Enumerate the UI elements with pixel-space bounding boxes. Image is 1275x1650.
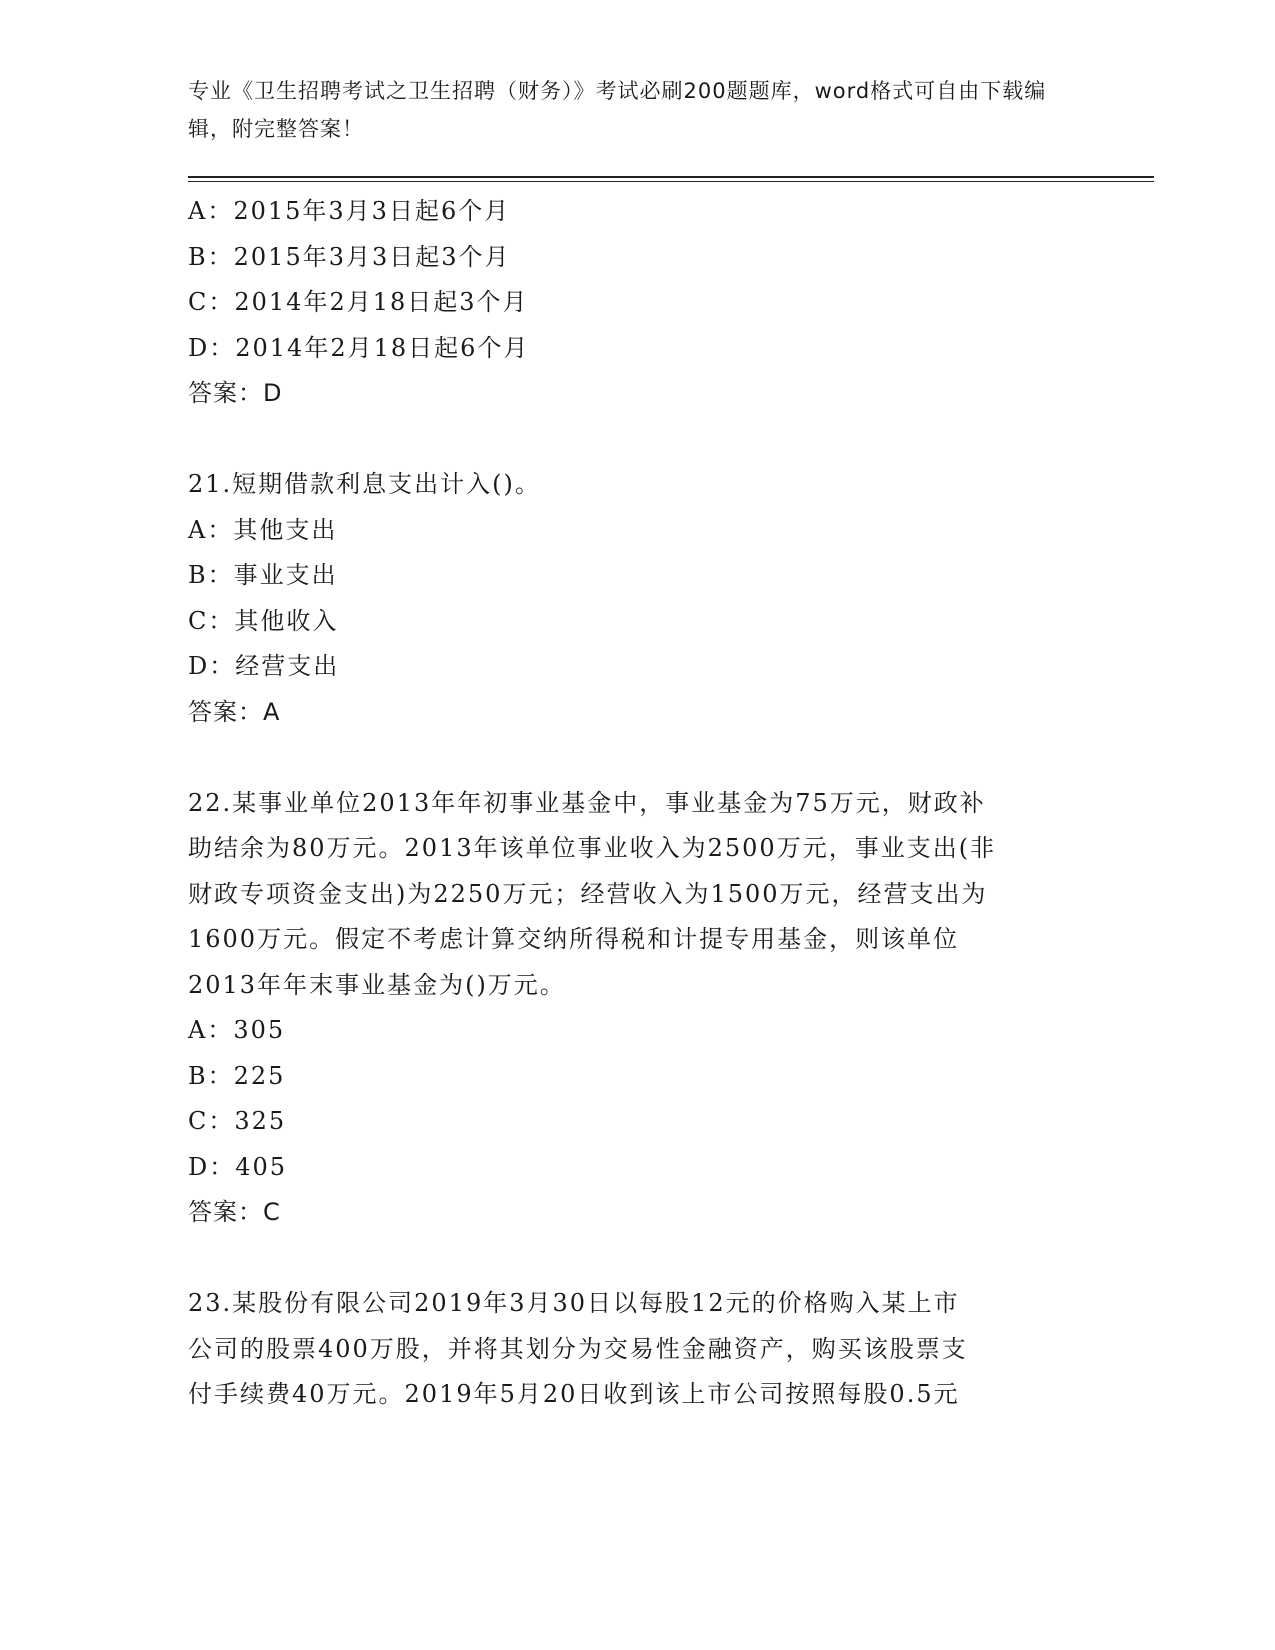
question-stem-line: 付手续费40万元。2019年5月20日收到该上市公司按照每股0.5元 <box>188 1380 960 1408</box>
option-b: B：2015年3月3日起3个月 <box>188 242 511 271</box>
question-20 <box>188 189 1088 417</box>
option-a: A：2015年3月3日起6个月 <box>188 197 511 225</box>
answer: 答案：D <box>188 379 283 407</box>
document-header-title: 专业《卫生招聘考试之卫生招聘（财务）》考试必刷200题题库，word格式可自由下载编辑，附完整答案！ <box>188 79 1047 141</box>
option-d: D：2014年2月18日起6个月 <box>188 333 530 362</box>
answer: 答案：A <box>188 697 281 726</box>
option-a: A：其他支出 <box>188 515 338 544</box>
header-rule-thin <box>188 181 1154 182</box>
question-21 <box>188 462 1088 735</box>
question-23 <box>188 1281 1088 1418</box>
question-stem: 21.短期借款利息支出计入()。 <box>188 470 541 498</box>
option-b: B：事业支出 <box>188 561 338 589</box>
question-stem-line: 助结余为80万元。2013年该单位事业收入为2500万元，事业支出(非 <box>188 834 997 862</box>
option-b: B：225 <box>188 1061 286 1090</box>
option-c: C：325 <box>188 1107 287 1135</box>
option-c: C：其他收入 <box>188 606 339 635</box>
question-stem-line: 2013年年末事业基金为()万元。 <box>188 970 566 999</box>
question-stem-line: 22.某事业单位2013年年初事业基金中，事业基金为75万元，财政补 <box>188 788 986 817</box>
option-a: A：305 <box>188 1016 286 1044</box>
question-22 <box>188 781 1088 1236</box>
spacer <box>188 1236 1088 1282</box>
option-d: D：经营支出 <box>188 652 340 680</box>
question-stem-line: 23.某股份有限公司2019年3月30日以每股12元的价格购入某上市 <box>188 1289 960 1317</box>
question-stem-line: 公司的股票400万股，并将其划分为交易性金融资产，购买该股票支 <box>188 1334 968 1363</box>
spacer <box>188 735 1088 781</box>
question-stem-line: 财政专项资金支出)为2250万元；经营收入为1500万元，经营支出为 <box>188 879 988 908</box>
question-content <box>188 189 1088 1418</box>
option-d: D：405 <box>188 1152 288 1181</box>
spacer <box>188 417 1088 463</box>
header-rule-thick <box>188 176 1154 178</box>
question-stem-line: 1600万元。假定不考虑计算交纳所得税和计提专用基金，则该单位 <box>188 925 960 953</box>
option-c: C：2014年2月18日起3个月 <box>188 288 529 316</box>
answer: 答案：C <box>188 1198 281 1226</box>
